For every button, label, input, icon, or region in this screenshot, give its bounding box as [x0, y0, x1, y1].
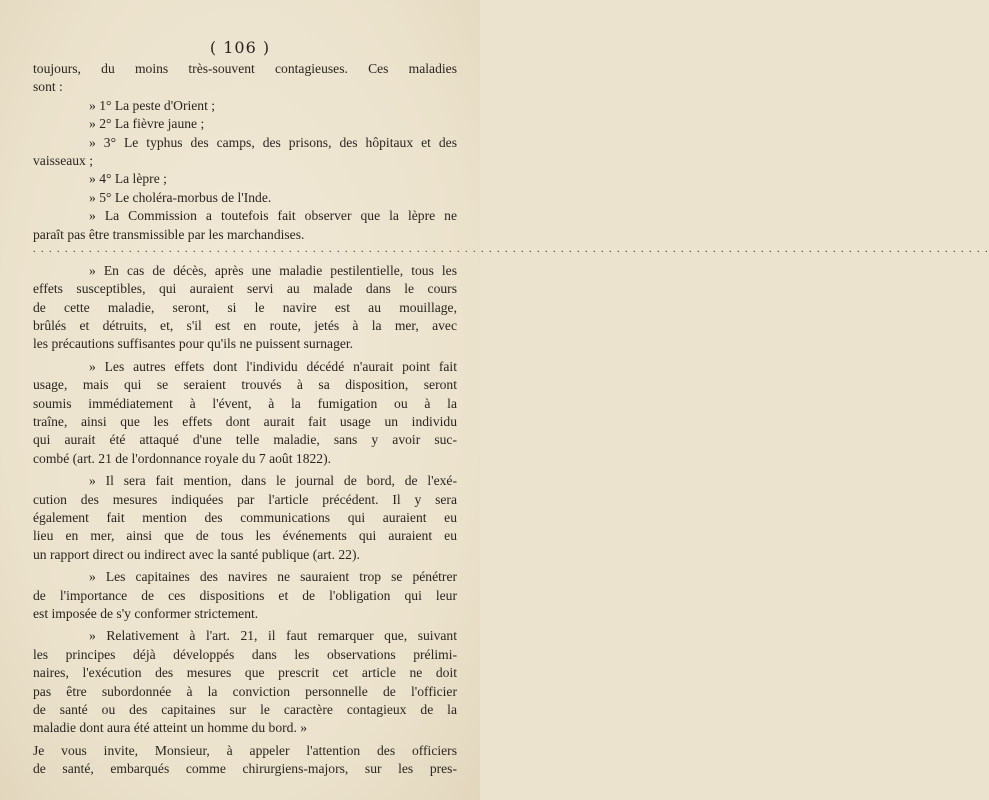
- page-number: ( 106 ): [209, 38, 271, 57]
- text-line: » Les autres effets dont l'individu décédé n'aurait point fait: [89, 358, 457, 374]
- text-line: combé (art. 21 de l'ordonnance royale du 7 août 1822).: [33, 450, 332, 466]
- text-line: » En cas de décès, après une maladie pestilentielle, tous les: [89, 262, 457, 278]
- text-line: toujours, du moins très-souvent contagieuses. Ces maladies: [33, 61, 457, 76]
- text-line: qui aurait été attaqué d'une telle maladie, sans y avoir suc-: [33, 432, 457, 448]
- text-line: un rapport direct ou indirect avec la santé publique (art. 22).: [33, 546, 360, 562]
- text-line: lieu en mer, ainsi que de tous les événements qui auraient eu: [33, 528, 457, 544]
- text-line: de l'importance de ces dispositions et de l'obligation qui leur: [33, 587, 457, 603]
- text-line: paraît pas être transmissible par les marchandises.: [33, 226, 305, 242]
- text-line: » 4° La lèpre ;: [89, 171, 167, 187]
- text-line: » 1° La peste d'Orient ;: [89, 97, 216, 113]
- text-line: Je vous invite, Monsieur, à appeler l'attention des officiers: [33, 742, 457, 758]
- text-line: » 3° Le typhus des camps, des prisons, des hôpitaux et des: [89, 134, 457, 150]
- section-separator-dots: . . . . . . . . . . . . . . . . . . . . . . . . . . . . . . . . . . . . . . . . . . . . . . . . . . . . . . . . . . . . . . . . . . . . . . . . . . . . . . . . . . . . . . . . . . . . . . . . . . . . . . . . . . . . . . . . . . . . . . . .: [33, 243, 989, 255]
- text-line: vaisseaux ;: [33, 152, 94, 168]
- text-line: brûlés et détruits, et, s'il est en route, jetés à la mer, avec: [33, 318, 457, 334]
- text-line: naires, l'exécution des mesures que prescrit cet article ne doit: [33, 665, 457, 681]
- text-line: traîne, ainsi que les effets dont aurait fait usage un individu: [33, 414, 457, 430]
- text-line: » 2° La fièvre jaune ;: [89, 116, 205, 132]
- text-line: de santé, embarqués comme chirurgiens-majors, sur les pres-: [33, 761, 457, 777]
- text-line: » Relativement à l'art. 21, il faut remarquer que, suivant: [89, 628, 457, 644]
- text-line: usage, mais qui se seraient trouvés à sa disposition, seront: [33, 377, 457, 393]
- text-line: de santé ou des capitaines sur le caractère contagieux de la: [33, 701, 457, 717]
- text-line: maladie dont aura été atteint un homme du bord. »: [33, 720, 308, 736]
- text-line: les précautions suffisantes pour qu'ils ne puissent surnager.: [33, 336, 354, 352]
- text-line: effets susceptibles, qui auraient servi au malade dans le cours: [33, 281, 457, 297]
- text-line: également fait mention des communications qui auraient eu: [33, 509, 457, 525]
- text-line: cution des mesures indiquées par l'article précédent. Il y sera: [33, 491, 457, 507]
- text-line: » Il sera fait mention, dans le journal de bord, de l'exé-: [89, 473, 457, 489]
- text-line: » La Commission a toutefois fait observer que la lèpre ne: [89, 208, 457, 224]
- text-line: de cette maladie, seront, si le navire est au mouillage,: [33, 299, 457, 315]
- text-line: les principes déjà développés dans les observations prélimi-: [33, 646, 457, 662]
- text-line: soumis immédiatement à l'évent, à la fumigation ou à la: [33, 395, 457, 411]
- text-line: » Les capitaines des navires ne sauraient trop se pénétrer: [89, 569, 457, 585]
- text-line: est imposée de s'y conformer strictement.: [33, 605, 259, 621]
- body-text: [33, 60, 989, 778]
- text-line: pas être subordonnée à la conviction personnelle de l'officier: [33, 683, 457, 699]
- text-line: » 5° Le choléra-morbus de l'Inde.: [89, 189, 272, 205]
- text-line: sont :: [33, 79, 63, 95]
